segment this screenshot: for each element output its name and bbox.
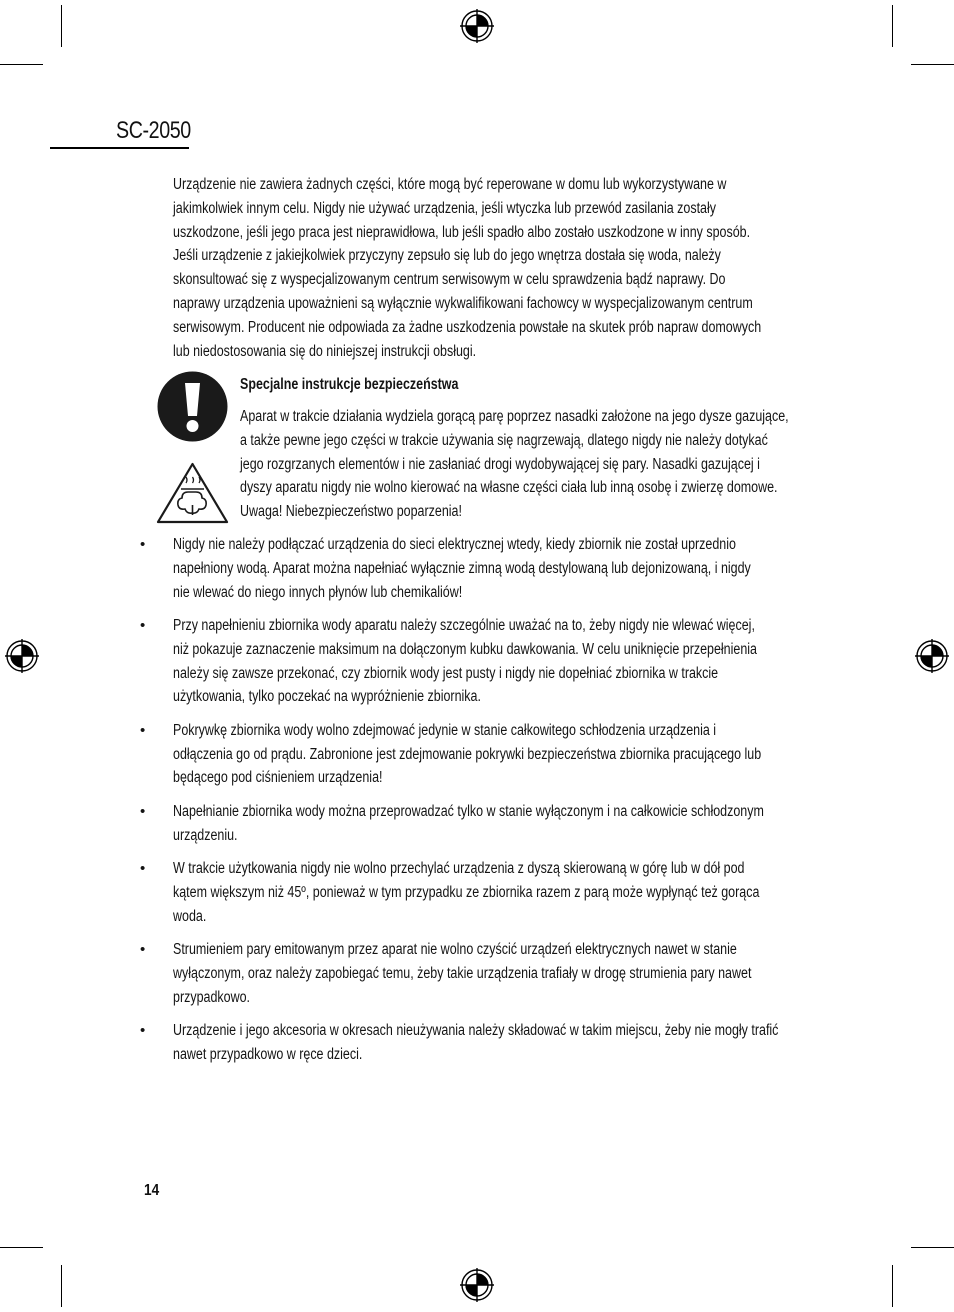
text-line: skonsultować się z wyspecjalizowanym centrum serwisowym w celu sprawdzenia bądź naprawy. Do: [173, 271, 726, 289]
text-line: będącego pod ciśnieniem urządzenia!: [173, 769, 383, 787]
model-number: SC-2050: [116, 117, 191, 144]
registration-mark-icon: [5, 639, 39, 673]
crop-mark: [892, 5, 893, 47]
text-line: Aparat w trakcie działania wydziela gorącą parę poprzez nasadki założone na jego dysze gazujące,: [240, 408, 789, 425]
list-item-text: [173, 800, 838, 848]
crop-mark: [911, 1247, 954, 1248]
text-line: W trakcie użytkowania nigdy nie wolno przechylać urządzenia z dyszą skierowaną w górę lub w dół pod: [173, 859, 745, 877]
intro-paragraph: [173, 173, 833, 363]
text-line: napełniony wodą. Aparat można napełniać wyłącznie zimną wodą destylowaną lub dejonizowaną, i nigdy: [173, 559, 751, 577]
text-line: woda.: [173, 907, 207, 925]
text-line: naprawy urządzenia upoważnieni są wyłącznie wykwalifikowani fachowcy w wyspecjalizowanym centrum: [173, 294, 753, 312]
bullet-icon: •: [140, 536, 146, 553]
text-line: wyłączonym, oraz należy zapobiegać temu, żeby takie urządzenia trafiały w drogę strumienia pary nawet: [173, 964, 752, 982]
text-line: serwisowym. Producent nie odpowiada za żadne uszkodzenia powstałe na skutek prób napraw domowych: [173, 318, 762, 336]
text-line: nie wlewać do niego innych płynów lub chemikaliów!: [173, 583, 463, 601]
list-item: [140, 938, 840, 1009]
list-item: [140, 800, 840, 848]
text-line: a także pewne jego części w trakcie używania się nagrzewają, dlatego nigdy nie należy dotykać: [240, 431, 768, 449]
list-item-text: [173, 938, 838, 1009]
crop-mark: [911, 64, 954, 65]
text-line: Jeśli urządzenie z jakiejkolwiek przyczyny zepsuło się lub do jego wnętrza dostała się woda, należy: [173, 247, 721, 265]
registration-mark-icon: [460, 9, 494, 43]
list-item: [140, 719, 840, 790]
list-item: [140, 533, 840, 604]
bullet-icon: •: [140, 940, 146, 958]
bullet-icon: •: [140, 859, 146, 877]
text-line: jego rozgrzanych elementów i nie zasłaniać drogi wydobywającej się pary. Nasadki gazującej i: [240, 455, 760, 473]
list-item: [140, 1019, 840, 1067]
page-number: 14: [144, 1182, 160, 1199]
bullet-icon: •: [140, 721, 146, 739]
bullet-icon: •: [140, 616, 146, 634]
crop-mark: [61, 5, 62, 47]
list-item-text: [173, 719, 838, 790]
text-line: odłączenia go od prądu. Zabronione jest zdejmowanie pokrywki bezpieczeństwa zbiornika pracującego lub: [173, 745, 762, 763]
text-line: dyszy aparatu nigdy nie wolno kierować na własne części ciała lub inną osobę i zwierzę domowe.: [240, 479, 778, 497]
list-item-text: [173, 857, 838, 928]
bullet-list: [140, 533, 840, 1076]
text-line: niż pokazuje zaznaczenie maksimum na dołączonym kubku dawkowania. W celu uniknięcie przepełnienia: [173, 640, 757, 658]
text-line: przypadkowo.: [173, 988, 250, 1006]
text-line: uszkodzone, jeśli jego praca jest nieprawidłowa, lub jeśli spadło albo zostało uszkodzone w inny sposób.: [173, 223, 751, 241]
list-item: [140, 614, 840, 709]
bullet-icon: •: [140, 802, 146, 820]
bullet-icon: •: [140, 1021, 146, 1039]
text-line: Strumieniem pary emitowanym przez aparat nie wolno czyścić urządzeń elektrycznych nawet w stanie: [173, 940, 737, 958]
safety-heading: Specjalne instrukcje bezpieczeństwa: [240, 376, 459, 393]
exclamation-icon: [157, 371, 228, 442]
text-line: użytkowania, tylko poczekać na wypróżnienie zbiornika.: [173, 688, 481, 706]
registration-mark-icon: [460, 1268, 494, 1302]
text-line: Przy napełnieniu zbiornika wody aparatu należy szczególnie uważać na to, żeby nigdy nie wlewać więcej,: [173, 616, 755, 634]
text-line: urządzeniu.: [173, 826, 238, 844]
crop-mark: [61, 1265, 62, 1307]
hot-steam-warning-icon: [155, 461, 230, 525]
text-line: Nigdy nie należy podłączać urządzenia do sieci elektrycznej wtedy, kiedy zbiornik nie został uprzednio: [173, 536, 736, 553]
header-rule: [50, 147, 189, 149]
crop-mark: [0, 64, 43, 65]
text-line: Urządzenie nie zawiera żadnych części, które mogą być reperowane w domu lub wykorzystywane w: [173, 176, 727, 193]
text-line: jakimkolwiek innym celu. Nigdy nie używać urządzenia, jeśli wtyczka lub przewód zasilania zostały: [173, 199, 716, 217]
text-line: kątem większym niż 45º, ponieważ w tym przypadku ze zbiornika razem z parą może wypłynąć też gorąca: [173, 883, 760, 901]
list-item: [140, 857, 840, 928]
safety-paragraph: [240, 405, 841, 524]
text-line: Uwaga! Niebezpieczeństwo poparzenia!: [240, 503, 462, 521]
text-line: lub niedostosowania się do niniejszej instrukcji obsługi.: [173, 342, 477, 360]
text-line: Pokrywkę zbiornika wody wolno zdejmować jedynie w stanie całkowitego schłodzenia urządzenia i: [173, 721, 717, 739]
crop-mark: [892, 1265, 893, 1307]
list-item-text: [173, 1019, 838, 1067]
text-line: Napełnianie zbiornika wody można przeprowadzać tylko w stanie wyłączonym i na całkowicie schłodzonym: [173, 802, 764, 820]
list-item-text: [173, 533, 838, 604]
text-line: Urządzenie i jego akcesoria w okresach nieużywania należy składować w takim miejscu, żeby nie mogły trafić: [173, 1021, 779, 1039]
crop-mark: [0, 1247, 43, 1248]
text-line: należy się zawsze przekonać, czy zbiornik wody jest pusty i nigdy nie dopełniać zbiornika w trakcie: [173, 664, 719, 682]
list-item-text: [173, 614, 838, 709]
text-line: nawet przypadkowo w ręce dzieci.: [173, 1045, 363, 1063]
registration-mark-icon: [915, 639, 949, 673]
